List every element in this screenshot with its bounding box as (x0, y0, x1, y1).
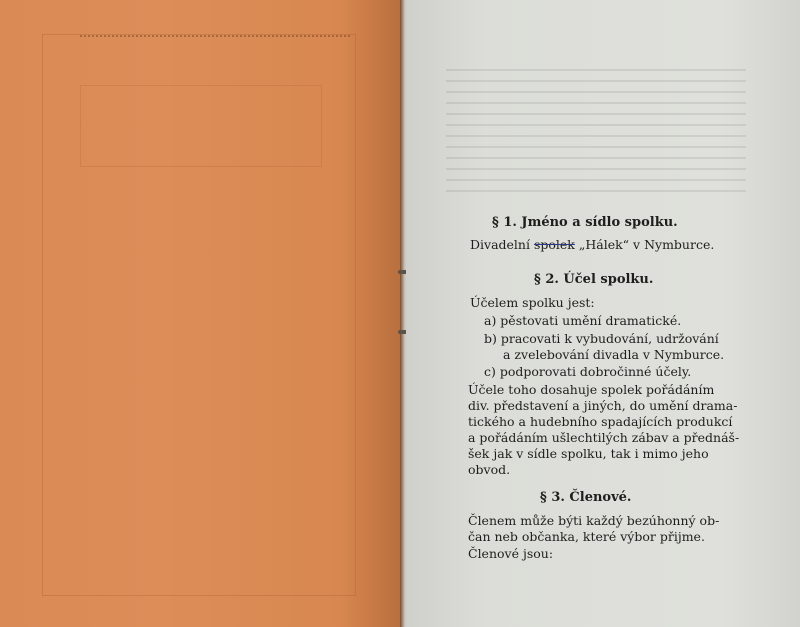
section-1-text-post: „Hálek“ v Nymburce. (578, 237, 715, 252)
section-2-paragraph-line: tického a hudebního spadajících produkcí (468, 414, 733, 429)
section-1-text (470, 237, 714, 253)
cover-dotted-rule (80, 35, 350, 37)
section-2-intro: Účelem spolku jest: (470, 295, 595, 310)
section-1-struck-word: spolek (533, 237, 575, 252)
section-2-heading: § 2. Účel spolku. (534, 272, 654, 287)
section-2-paragraph-line: šek jak v sídle spolku, tak i mimo jeho (468, 446, 709, 461)
section-2-item-c: c) podporovati dobročinné účely. (484, 364, 692, 379)
section-2-paragraph-line: a pořádáním ušlechtilých zábav a přednáš- (468, 430, 740, 445)
section-3-line: Členem může býti každý bezúhonný ob- (468, 513, 720, 528)
text-page (406, 0, 800, 627)
section-2-item-a: a) pěstovati umění dramatické. (484, 313, 682, 328)
section-2-paragraph-line: div. představení a jiných, do umění drama- (468, 398, 738, 413)
cover-faded-title-area (80, 85, 322, 167)
show-through-text (446, 60, 746, 220)
section-2-paragraph-line: obvod. (468, 462, 511, 477)
section-3-heading: § 3. Členové. (540, 490, 632, 505)
section-3-line: čan neb občanka, které výbor přijme. (468, 529, 705, 544)
section-2-item-b-cont: a zvelebování divadla v Nymburce. (503, 347, 725, 362)
section-3-line: Členové jsou: (468, 546, 554, 561)
section-2-item-b: b) pracovati k vybudování, udržování (484, 331, 719, 346)
section-2-paragraph-line: Účele toho dosahuje spolek pořádáním (468, 382, 715, 397)
section-1-text-pre: Divadelní (470, 237, 530, 252)
section-1-heading: § 1. Jméno a sídlo spolku. (492, 215, 678, 230)
